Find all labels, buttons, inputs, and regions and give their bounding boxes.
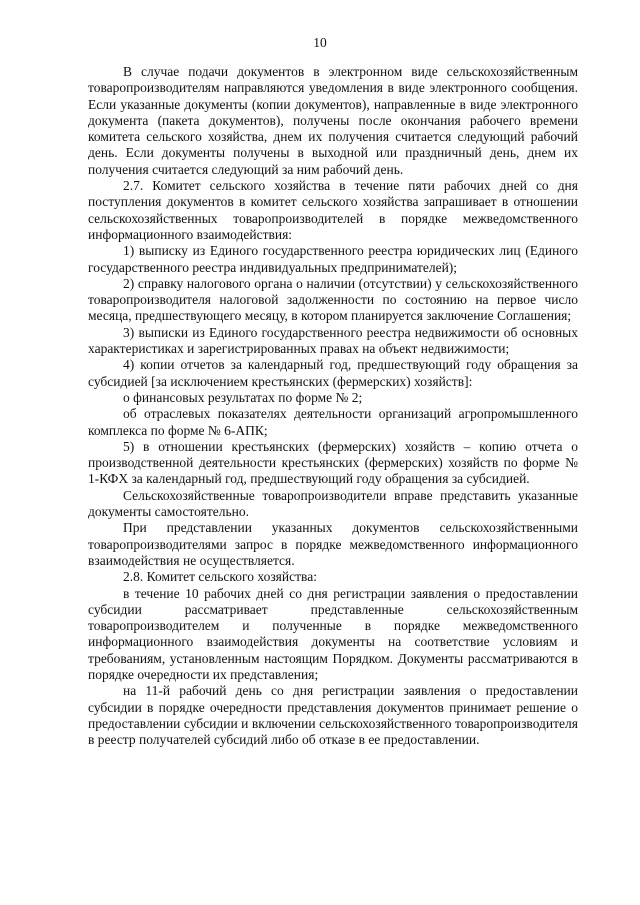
paragraph-electronic-submission: В случае подачи документов в электронном виде сельскохозяйственным товаропроизводителям направляются уведомления в виде электронного сообщения. Если указанные документы (копии документов), направленные в виде электронного документа (пакета документов), получены после окончания рабочего времени комитета сельского хозяйства, днем их получения считается следующий рабочий день. Если документы получены в выходной или праздничный день, днем их получения считается следующий за ним рабочий день. bbox=[88, 64, 578, 177]
list-item-4-form-2: о финансовых результатах по форме № 2; bbox=[123, 389, 363, 405]
list-item-5: 5) в отношении крестьянских (фермерских) хозяйств – копию отчета о производственной деятельности крестьянских (фермерских) хозяйств по форме № 1-КФХ за календарный год, предшествующий году обращения за субсидией. bbox=[88, 438, 578, 487]
list-item-3: 3) выписки из Единого государственного реестра недвижимости об основных характеристиках и зарегистрированных правах на объект недвижимости; bbox=[88, 324, 578, 357]
paragraph-2-8-heading: 2.8. Комитет сельского хозяйства: bbox=[123, 569, 317, 585]
list-item-2: 2) справку налогового органа о наличии (отсутствии) у сельскохозяйственного товаропроизводителя налоговой задолженности по состоянию на первое число месяца, предшествующего месяцу, в котором планируется заключение Соглашения; bbox=[88, 275, 578, 324]
list-item-4: 4) копии отчетов за календарный год, предшествующий году обращения за субсидией [за исключением крестьянских (фермерских) хозяйств]: bbox=[88, 357, 578, 389]
paragraph-2-8-decision: на 11-й рабочий день со дня регистрации заявления о предоставлении субсидии в порядке очередности представления документов принимает решение о предоставлении субсидии и включении сельскохозяйственного товаропроизводителя в реестр получателей субсидий либо об отказе в ее предоставлении. bbox=[88, 683, 578, 748]
paragraph-self-submission: Сельскохозяйственные товаропроизводители вправе представить указанные документы самостоятельно. bbox=[88, 487, 578, 520]
paragraph-no-request: При представлении указанных документов сельскохозяйственными товаропроизводителями запрос в порядке межведомственного информационного взаимодействия не осуществляется. bbox=[88, 520, 578, 568]
paragraph-2-8-review: в течение 10 рабочих дней со дня регистрации заявления о предоставлении субсидии рассматривает представленные сельскохозяйственным товаропроизводителем и полученные в порядке межведомственного информационного взаимодействия документы на соответствие условиям и требованиям, установленным настоящим Порядком. Документы рассматриваются в порядке очередности их представления; bbox=[88, 585, 578, 682]
document-body bbox=[88, 64, 578, 748]
list-item-4-form-6apk: об отраслевых показателях деятельности организаций агропромышленного комплекса по форме № 6-АПК; bbox=[88, 406, 578, 438]
paragraph-2-7-intro: 2.7. Комитет сельского хозяйства в течение пяти рабочих дней со дня поступления документов в комитет сельского хозяйства запрашивает в отношении сельскохозяйственных товаропроизводителей в порядке межведомственного информационного взаимодействия: bbox=[88, 178, 578, 242]
page-number: 10 bbox=[313, 35, 327, 50]
list-item-1: 1) выписку из Единого государственного реестра юридических лиц (Единого государственного реестра индивидуальных предпринимателей); bbox=[88, 243, 578, 275]
